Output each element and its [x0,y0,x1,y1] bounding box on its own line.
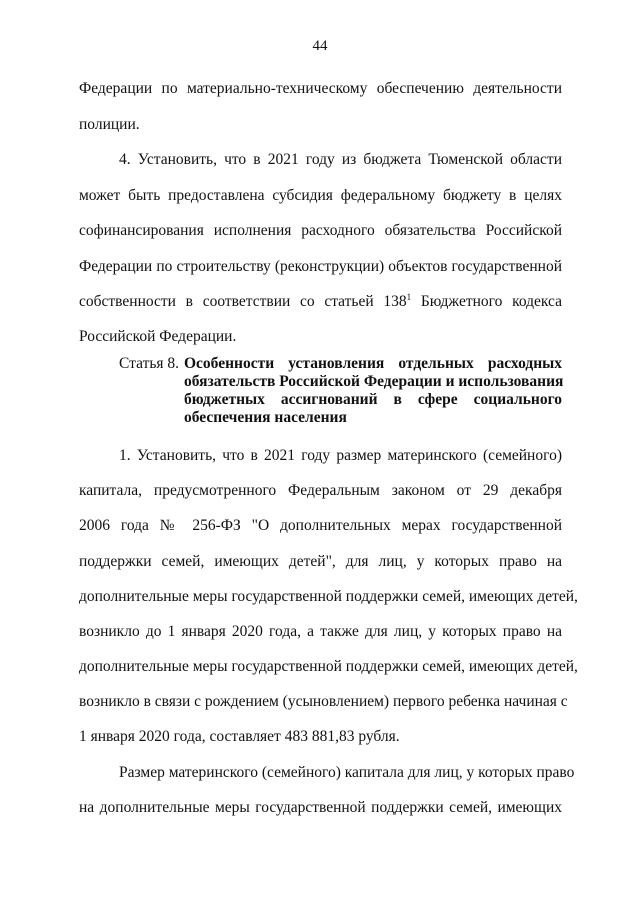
paragraph-line: полиции. [79,116,140,133]
paragraph-line: на дополнительные меры государственной поддержки семей, имеющих [79,799,562,816]
paragraph-line: дополнительные меры государственной поддержки семей, имеющих детей, [79,588,578,605]
article-title-line: Особенности установления отдельных расходных [184,355,562,372]
text-segment: собственности в соответствии со статьей 138 [79,293,407,310]
article-title [184,355,562,427]
paragraph-line: дополнительные меры государственной поддержки семей, имеющих детей, [79,658,578,675]
paragraph-line: возникло до 1 января 2020 года, а также для лиц, у которых право на [79,623,562,640]
paragraph-line: поддержки семей, имеющих детей", для лиц, у которых право на [79,553,562,570]
paragraph-line: капитала, предусмотренного Федеральным законом от 29 декабря [79,482,562,499]
page-number: 44 [312,38,328,54]
paragraph-line: может быть предоставлена субсидия федеральному бюджету в целях [79,187,562,204]
paragraph-line: Федерации по материально-техническому обеспечению деятельности [79,80,562,97]
article-label: Статья 8. [119,355,180,372]
article-title-line: обеспечения населения [184,409,347,426]
article-title-line: бюджетных ассигнований в сфере социального [184,391,562,408]
paragraph-line: Российской Федерации. [79,328,237,345]
paragraph-line: 1. Установить, что в 2021 году размер материнского (семейного) [119,447,562,464]
paragraph-line: софинансирования исполнения расходного обязательства Российской [79,222,562,239]
paragraph-line-with-superscript [79,292,562,312]
paragraph-line: 1 января 2020 года, составляет 483 881,83 рубля. [79,728,400,745]
paragraph-line: возникло в связи с рождением (усыновлением) первого ребенка начиная с [79,693,568,710]
superscript: 1 [406,291,412,302]
paragraph-line: Размер материнского (семейного) капитала для лиц, у которых право [119,764,575,781]
text-segment: Бюджетного кодекса [411,293,562,310]
paragraph-line: 2006 года № 256-ФЗ "О дополнительных мерах государственной [79,517,562,534]
paragraph-line: 4. Установить, что в 2021 году из бюджета Тюменской области [119,151,562,168]
paragraph-line: Федерации по строительству (реконструкции) объектов государственной [79,258,562,275]
article-title-line: обязательств Российской Федерации и использования [184,373,564,390]
